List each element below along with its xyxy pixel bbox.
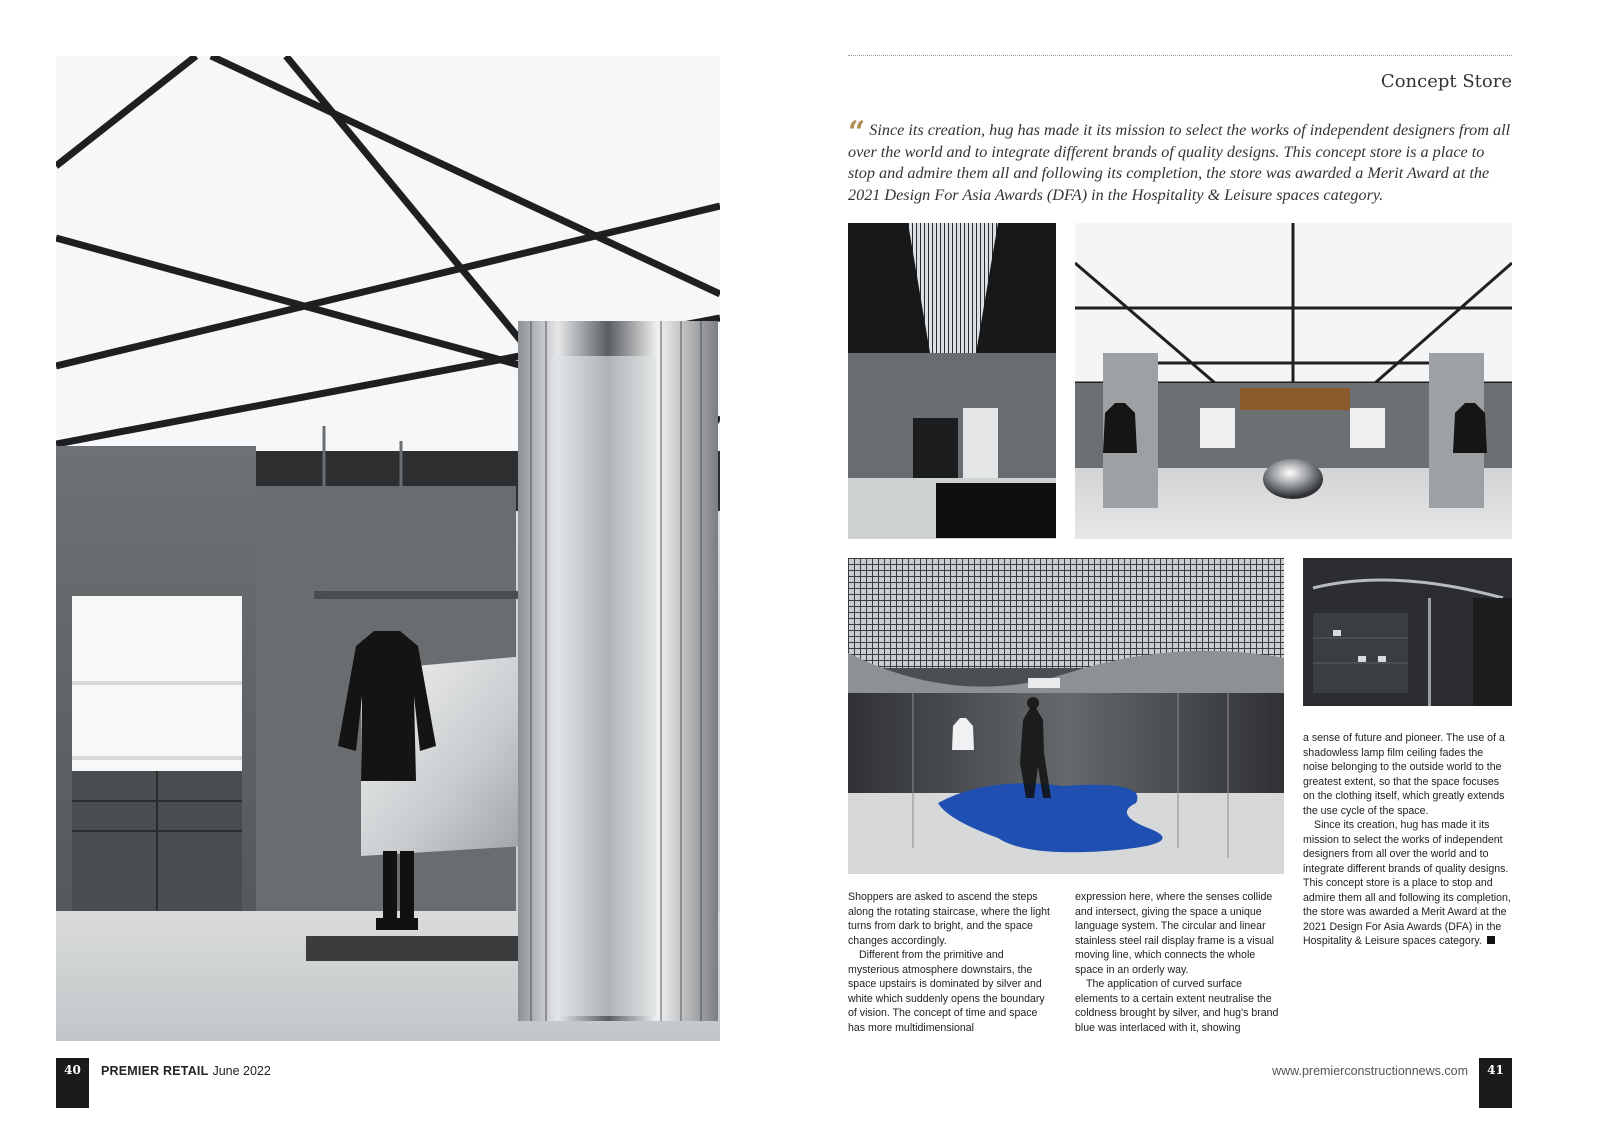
- body-column-3: [1303, 731, 1511, 949]
- gallery-ceiling-photo: [848, 223, 1056, 539]
- website-url: www.premierconstructionnews.com: [1272, 1064, 1468, 1078]
- hero-store-photo: [56, 56, 720, 1041]
- blue-rug-photo: [848, 558, 1284, 874]
- body-paragraph: a sense of future and pioneer. The use of a shadowless lamp film ceiling fades the noise belonging to the outside world to the greatest extent, so that the space focuses on the clothing itself, which greatly extends the use cycle of the space.: [1303, 732, 1505, 817]
- body-paragraph: The application of curved surface elements to a certain extent neutralise the coldness brought by silver, and hug's brand blue was interlaced with it, showing: [1075, 978, 1279, 1034]
- pull-quote: [848, 115, 1512, 206]
- pull-quote-text: Since its creation, hug has made it its mission to select the works of independent designers from all over the world and to integrate different brands of quality designs. This concept store is a place to stop and admire them all and following its completion, the store was awarded a Merit Award at the 2021 Design For Asia Awards (DFA) in the Hospitality & Leisure spaces category.: [848, 121, 1511, 204]
- magazine-masthead: [101, 1064, 271, 1078]
- body-column-2: [1075, 890, 1283, 1035]
- page-number-left: 40: [56, 1058, 89, 1108]
- end-of-article-icon: [1487, 936, 1495, 944]
- body-paragraph: Different from the primitive and mysterious atmosphere downstairs, the space upstairs is dominated by silver and white which suddenly opens the boundary of vision. The concept of time and space has more multidimensional: [848, 949, 1045, 1034]
- dark-shelving-photo: [1303, 558, 1512, 706]
- body-paragraph-text: Since its creation, hug has made it its mission to select the works of independent designers from all over the world and to integrate different brands of quality designs. This concept store is a place to stop and admire them all and following its completion, the store was awarded a Merit Award at the 2021 Design For Asia Awards (DFA) in the Hospitality & Leisure spaces category.: [1303, 819, 1511, 947]
- page-number-right: 41: [1479, 1058, 1512, 1108]
- quote-mark-icon: “: [848, 115, 866, 150]
- body-paragraph: Shoppers are asked to ascend the steps along the rotating staircase, where the light turns from dark to bright, and the space changes accordingly.: [848, 891, 1050, 947]
- top-dotted-rule: [848, 55, 1512, 56]
- body-paragraph: expression here, where the senses collide and intersect, giving the space a unique language system. The circular and linear stainless steel rail display frame is a visual moving line, which connects the whole space in an orderly way.: [1075, 891, 1275, 976]
- body-column-1: [848, 890, 1056, 1035]
- body-paragraph-last: [1303, 818, 1511, 949]
- issue-date: June 2022: [212, 1064, 271, 1078]
- magazine-name: PREMIER RETAIL: [101, 1064, 209, 1078]
- section-label: Concept Store: [1380, 71, 1512, 92]
- store-corridor-photo: [1075, 223, 1512, 539]
